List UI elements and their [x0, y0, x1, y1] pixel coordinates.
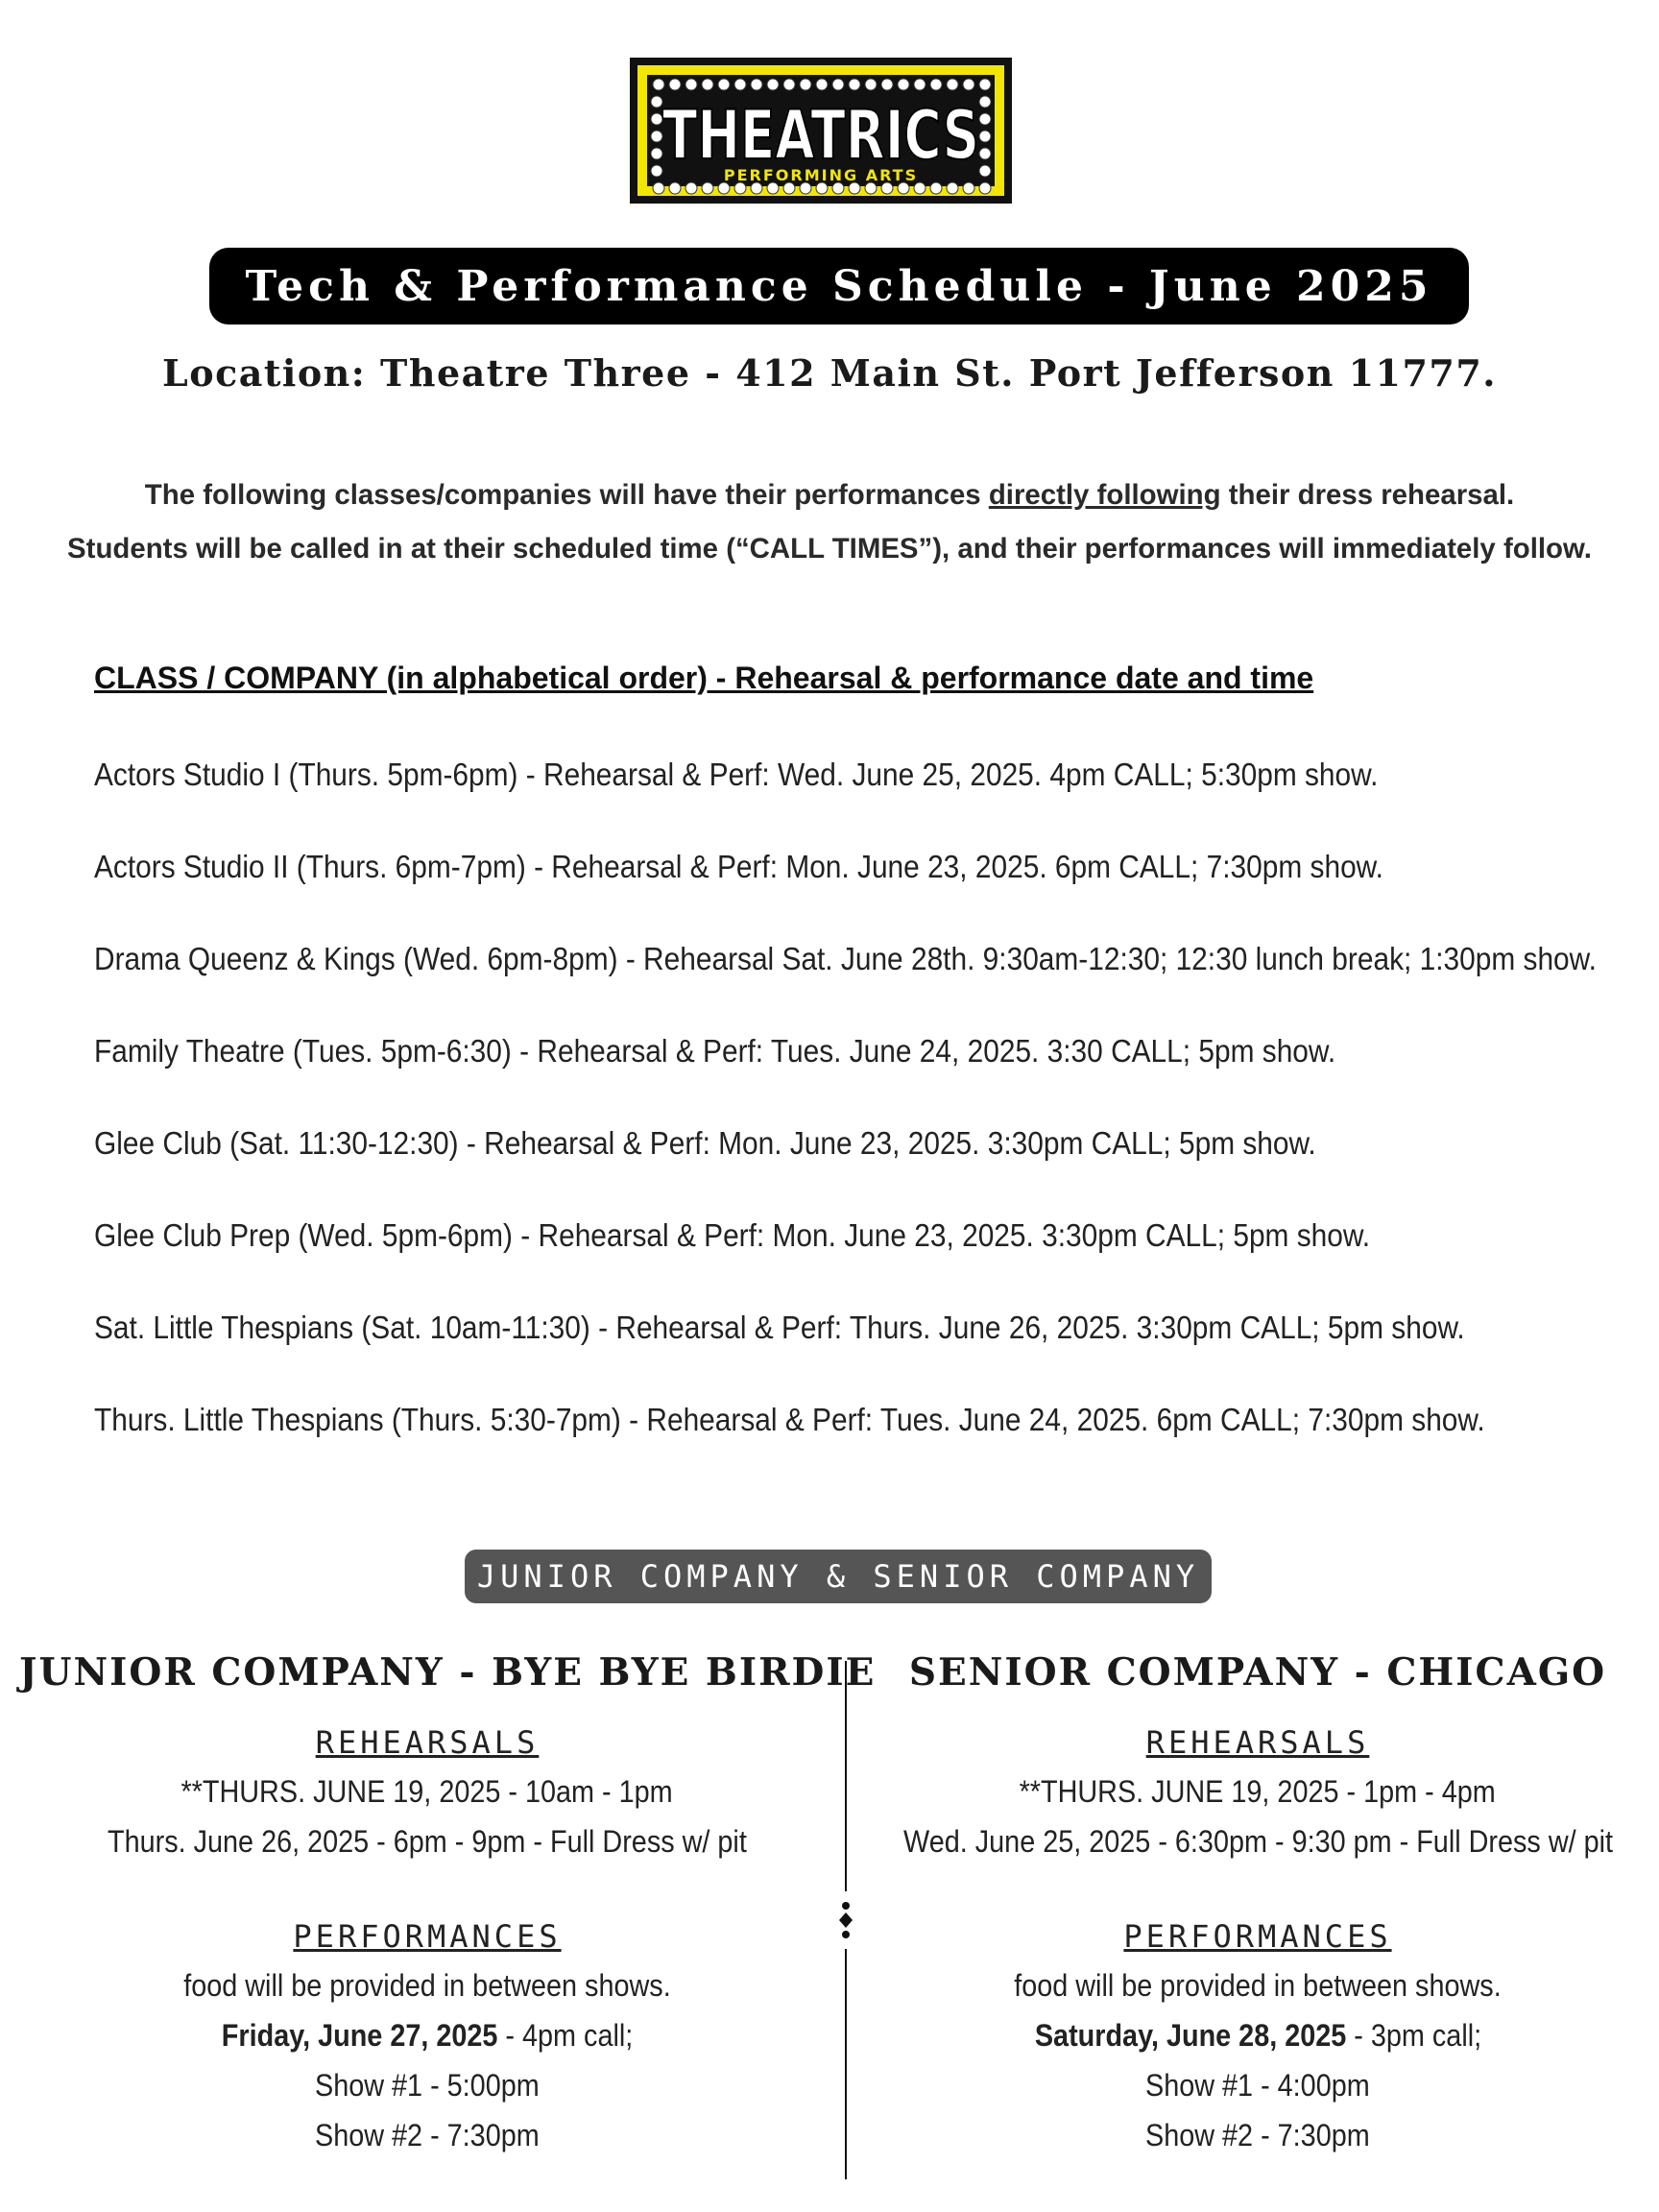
marquee-bulb: [651, 148, 662, 159]
marquee-bulb: [979, 79, 991, 90]
marquee-bulb: [734, 79, 746, 90]
junior-rehearsal-2: Thurs. June 26, 2025 - 6pm - 9pm - Full Dress w/ pit: [108, 1824, 747, 1859]
junior-company-title: JUNIOR COMPANY - BYE BYE BIRDIE: [19, 1650, 877, 1695]
senior-company-column: [864, 1644, 1651, 2160]
senior-performance-date: Saturday, June 28, 2025: [1034, 2018, 1346, 2053]
senior-rehearsal-1: **THURS. JUNE 19, 2025 - 1pm - 4pm: [1019, 1774, 1497, 1809]
marquee-bulb: [783, 79, 795, 90]
theatrics-logo: [630, 58, 1012, 204]
svg-text:THEATRICS: THEATRICS: [662, 96, 979, 175]
marquee-bulb: [718, 79, 730, 90]
marquee-bulb: [751, 79, 762, 90]
class-item: Actors Studio II (Thurs. 6pm-7pm) - Rehearsal & Perf: Mon. June 23, 2025. 6pm CALL; 7:30pm show.: [94, 849, 1383, 884]
class-schedule-heading: CLASS / COMPANY (in alphabetical order) - Rehearsal & performance date and time: [94, 661, 1314, 695]
senior-show-2: Show #2 - 7:30pm: [1145, 2118, 1370, 2152]
junior-rehearsal-1: **THURS. JUNE 19, 2025 - 10am - 1pm: [180, 1774, 674, 1809]
senior-company-title: SENIOR COMPANY - CHICAGO: [908, 1650, 1607, 1695]
marquee-bulb: [979, 131, 991, 142]
class-item: Thurs. Little Thespians (Thurs. 5:30-7pm) - Rehearsal & Perf: Tues. June 24, 2025. 6pm CALL; 7:30pm show.: [94, 1402, 1485, 1437]
senior-food-note: food will be provided in between shows.: [1014, 1968, 1502, 2003]
marquee-bulb: [653, 182, 664, 194]
svg-text:PERFORMING ARTS: PERFORMING ARTS: [723, 166, 919, 184]
marquee-bulb: [947, 182, 958, 194]
senior-rehearsal-2: Wed. June 25, 2025 - 6:30pm - 9:30 pm - Full Dress w/ pit: [903, 1824, 1614, 1859]
marquee-bulb: [651, 131, 662, 142]
senior-performances-label: PERFORMANCES: [1123, 1918, 1392, 1955]
company-banner: JUNIOR COMPANY & SENIOR COMPANY: [465, 1550, 1212, 1603]
senior-rehearsals-label: REHEARSALS: [1145, 1724, 1370, 1761]
junior-performance-date: Friday, June 27, 2025: [221, 2018, 498, 2053]
column-divider: [839, 1661, 853, 2179]
location-line: Location: Theatre Three - 412 Main St. Port Jefferson 11777.: [162, 351, 1497, 395]
marquee-bulb: [979, 148, 991, 159]
marquee-bulb: [898, 79, 909, 90]
junior-call-time: - 4pm call;: [497, 2018, 634, 2053]
marquee-bulb: [881, 79, 893, 90]
class-item: Glee Club (Sat. 11:30-12:30) - Rehearsal & Perf: Mon. June 23, 2025. 3:30pm CALL; 5pm show.: [94, 1125, 1316, 1161]
marquee-bulb: [685, 79, 697, 90]
marquee-bulb: [669, 79, 681, 90]
junior-rehearsals-label: REHEARSALS: [315, 1724, 540, 1761]
junior-company-column: [19, 1644, 877, 2160]
marquee-bulb: [669, 182, 681, 194]
class-item: Family Theatre (Tues. 5pm-6:30) - Rehearsal & Perf: Tues. June 24, 2025. 3:30 CALL; 5pm show.: [94, 1033, 1336, 1069]
senior-show-1: Show #1 - 4:00pm: [1145, 2068, 1370, 2103]
marquee-bulb: [767, 79, 779, 90]
schedule-title: Tech & Performance Schedule - June 2025: [245, 261, 1433, 311]
class-item: Drama Queenz & Kings (Wed. 6pm-8pm) - Rehearsal Sat. June 28th. 9:30am-12:30; 12:30 lunch break; 1:30pm show.: [94, 941, 1597, 976]
marquee-bulb: [816, 79, 828, 90]
junior-show-2: Show #2 - 7:30pm: [315, 2118, 540, 2152]
marquee-bulb: [800, 79, 811, 90]
marquee-bulb: [849, 79, 860, 90]
junior-food-note: food will be provided in between shows.: [183, 1968, 671, 2003]
marquee-bulb: [653, 79, 664, 90]
marquee-bulb: [979, 165, 991, 177]
marquee-bulb: [702, 182, 713, 194]
class-item: Sat. Little Thespians (Sat. 10am-11:30) - Rehearsal & Perf: Thurs. June 26, 2025. 3:30pm CALL; 5pm show.: [94, 1310, 1465, 1345]
junior-performance-date-line: [222, 2010, 633, 2060]
marquee-bulb: [930, 79, 942, 90]
marquee-bulb: [651, 113, 662, 125]
marquee-bulb: [930, 182, 942, 194]
marquee-bulb: [979, 182, 991, 194]
intro-emphasis: directly following: [988, 479, 1221, 511]
marquee-bulb: [685, 182, 697, 194]
intro-paragraph: [16, 469, 1642, 576]
marquee-bulb: [963, 182, 974, 194]
schedule-title-banner: [209, 248, 1469, 325]
senior-call-time: - 3pm call;: [1345, 2018, 1481, 2053]
marquee-bulb: [651, 96, 662, 108]
marquee-bulb: [832, 79, 844, 90]
senior-performance-date-line: [1034, 2010, 1480, 2060]
junior-performances-label: PERFORMANCES: [293, 1918, 562, 1955]
marquee-bulb: [914, 79, 926, 90]
junior-show-1: Show #1 - 5:00pm: [315, 2068, 540, 2103]
marquee-bulb: [979, 96, 991, 108]
marquee-bulb: [865, 79, 877, 90]
class-item: Glee Club Prep (Wed. 5pm-6pm) - Rehearsal & Perf: Mon. June 23, 2025. 3:30pm CALL; 5pm show.: [94, 1217, 1371, 1253]
class-item: Actors Studio I (Thurs. 5pm-6pm) - Rehearsal & Perf: Wed. June 25, 2025. 4pm CALL; 5:30pm show.: [94, 757, 1379, 792]
marquee-bulb: [702, 79, 713, 90]
intro-line-2: Students will be called in at their scheduled time (“CALL TIMES”), and their performances will immediately follow.: [67, 533, 1592, 565]
marquee-bulb: [963, 79, 974, 90]
marquee-bulb: [651, 165, 662, 177]
marquee-bulb: [947, 79, 958, 90]
intro-line-1: The following classes/companies will have their performances directly following their dress rehearsal.: [144, 479, 1515, 511]
marquee-bulb: [979, 113, 991, 125]
